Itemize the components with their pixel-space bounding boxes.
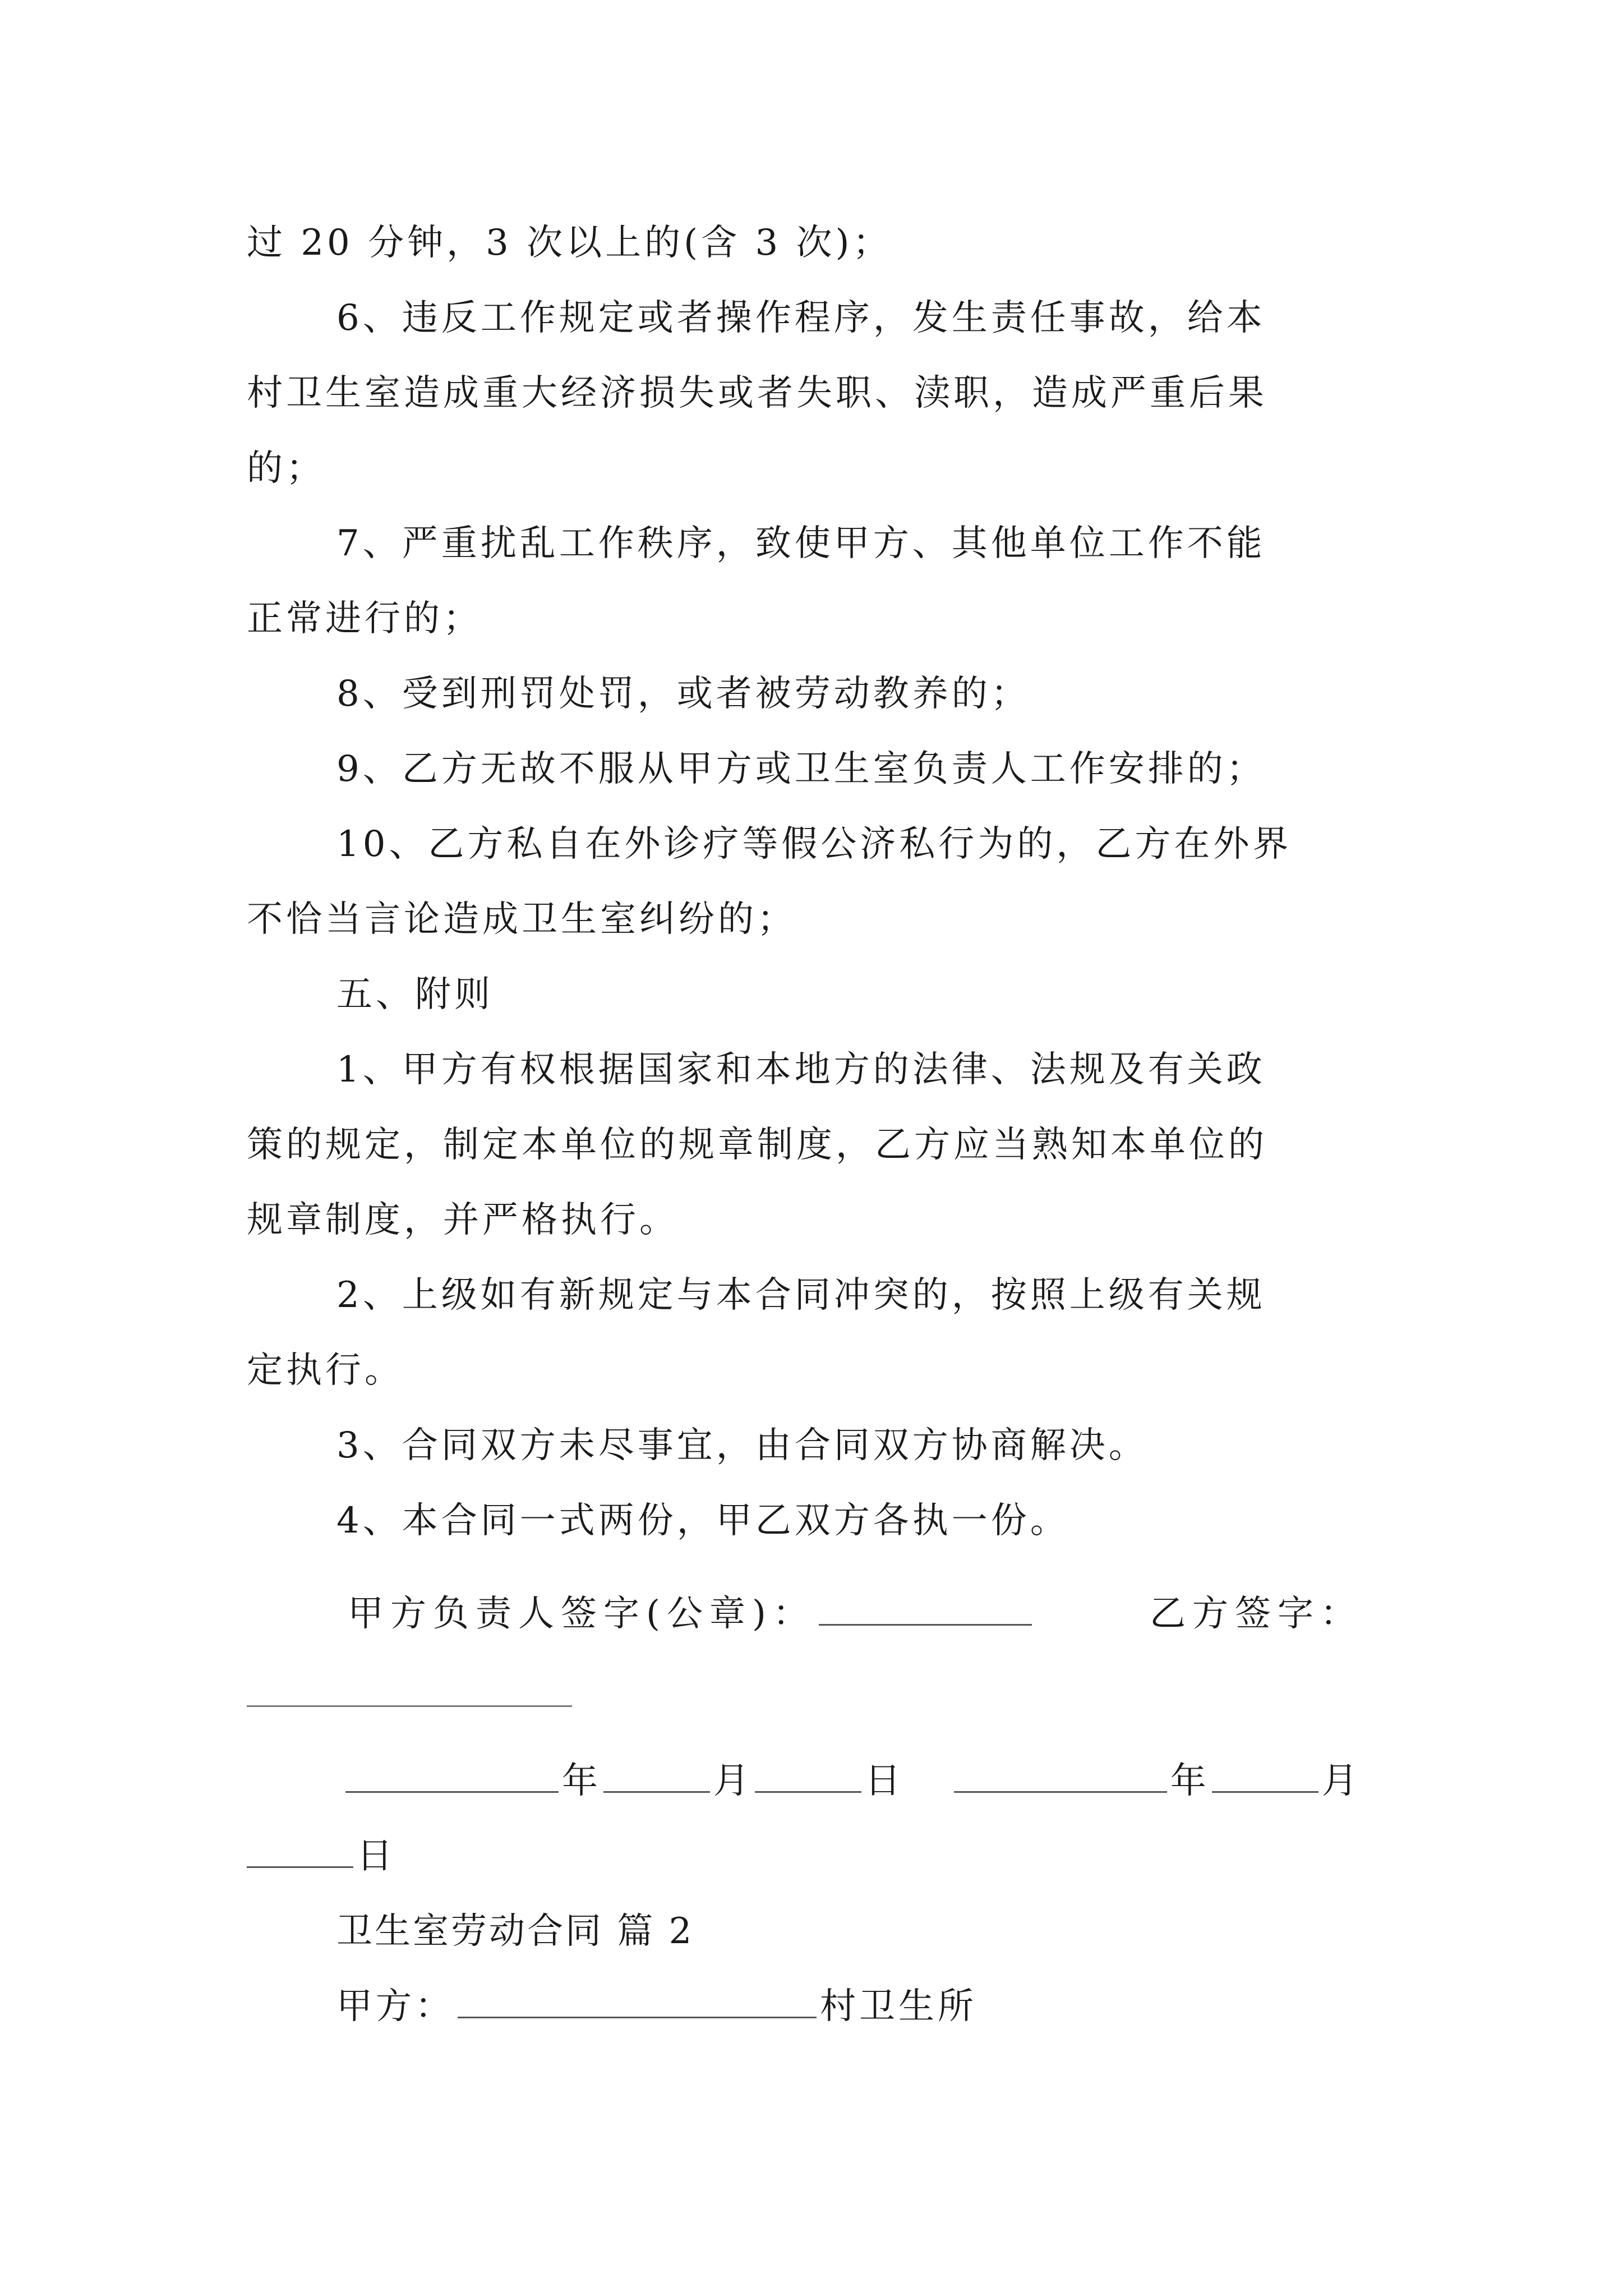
section-2-party-a-label: 甲方： [336, 1986, 454, 2027]
text-line-1: 过 20 分钟，3 次以上的(含 3 次)； [247, 222, 892, 264]
party-b-month-blank[interactable] [1212, 1757, 1318, 1793]
section-2-party-a-blank[interactable] [458, 1983, 817, 2018]
day-label: 日 [865, 1760, 903, 1802]
party-a-month-blank[interactable] [603, 1757, 710, 1793]
clause-6-line-3: 的； [247, 448, 325, 489]
clause-6-line-2: 村卫生室造成重大经济损失或者失职、渎职，造成严重后果 [247, 372, 1267, 414]
month-label: 月 [713, 1760, 751, 1802]
clause-8: 8、受到刑罚处罚，或者被劳动教养的； [336, 673, 1030, 715]
appendix-1-line-2: 策的规定，制定本单位的规章制度，乙方应当熟知本单位的 [247, 1124, 1267, 1166]
section-2-party-a-row [336, 1981, 977, 2032]
section-2-party-a-suffix: 村卫生所 [820, 1986, 977, 2027]
party-b-day-blank[interactable] [247, 1833, 353, 1868]
party-b-signature-label: 乙方签字： [1150, 1593, 1363, 1635]
day-label-b: 日 [357, 1835, 395, 1877]
clause-9: 9、乙方无故不服从甲方或卫生室负责人工作安排的； [336, 748, 1266, 790]
date-row-continued [247, 1831, 395, 1881]
year-label: 年 [562, 1760, 600, 1802]
party-a-day-blank[interactable] [755, 1757, 861, 1793]
clause-7-line-1: 7、严重扰乱工作秩序，致使甲方、其他单位工作不能 [336, 523, 1266, 564]
appendix-1-line-1: 1、甲方有权根据国家和本地方的法律、法规及有关政 [336, 1049, 1266, 1091]
clause-10-line-1: 10、乙方私自在外诊疗等假公济私行为的，乙方在外界 [336, 823, 1292, 865]
appendix-4: 4、本合同一式两份，甲乙双方各执一份。 [336, 1500, 1069, 1542]
signature-row [348, 1589, 1035, 1639]
date-row [342, 1756, 1360, 1806]
party-b-signature-blank[interactable] [247, 1705, 572, 1707]
party-a-year-blank[interactable] [345, 1757, 559, 1793]
appendix-2-line-1: 2、上级如有新规定与本合同冲突的，按照上级有关规 [336, 1274, 1266, 1316]
appendix-1-line-3: 规章制度，并严格执行。 [247, 1199, 679, 1241]
month-label-b: 月 [1321, 1760, 1360, 1802]
year-label-b: 年 [1170, 1760, 1209, 1802]
clause-10-line-2: 不恰当言论造成卫生室纠纷的； [247, 899, 796, 940]
section-2-title: 卫生室劳动合同 篇 2 [336, 1911, 694, 1952]
party-b-year-blank[interactable] [954, 1757, 1167, 1793]
appendix-2-line-2: 定执行。 [247, 1350, 404, 1391]
party-a-signature-label: 甲方负责人签字(公章)： [348, 1593, 815, 1635]
section-heading-appendix: 五、附则 [336, 974, 494, 1015]
clause-6-line-1: 6、违反工作规定或者操作程序，发生责任事故，给本 [336, 297, 1266, 339]
appendix-3: 3、合同双方未尽事宜，由合同双方协商解决。 [336, 1425, 1148, 1466]
party-a-signature-blank[interactable] [819, 1590, 1032, 1626]
clause-7-line-2: 正常进行的； [247, 598, 482, 639]
